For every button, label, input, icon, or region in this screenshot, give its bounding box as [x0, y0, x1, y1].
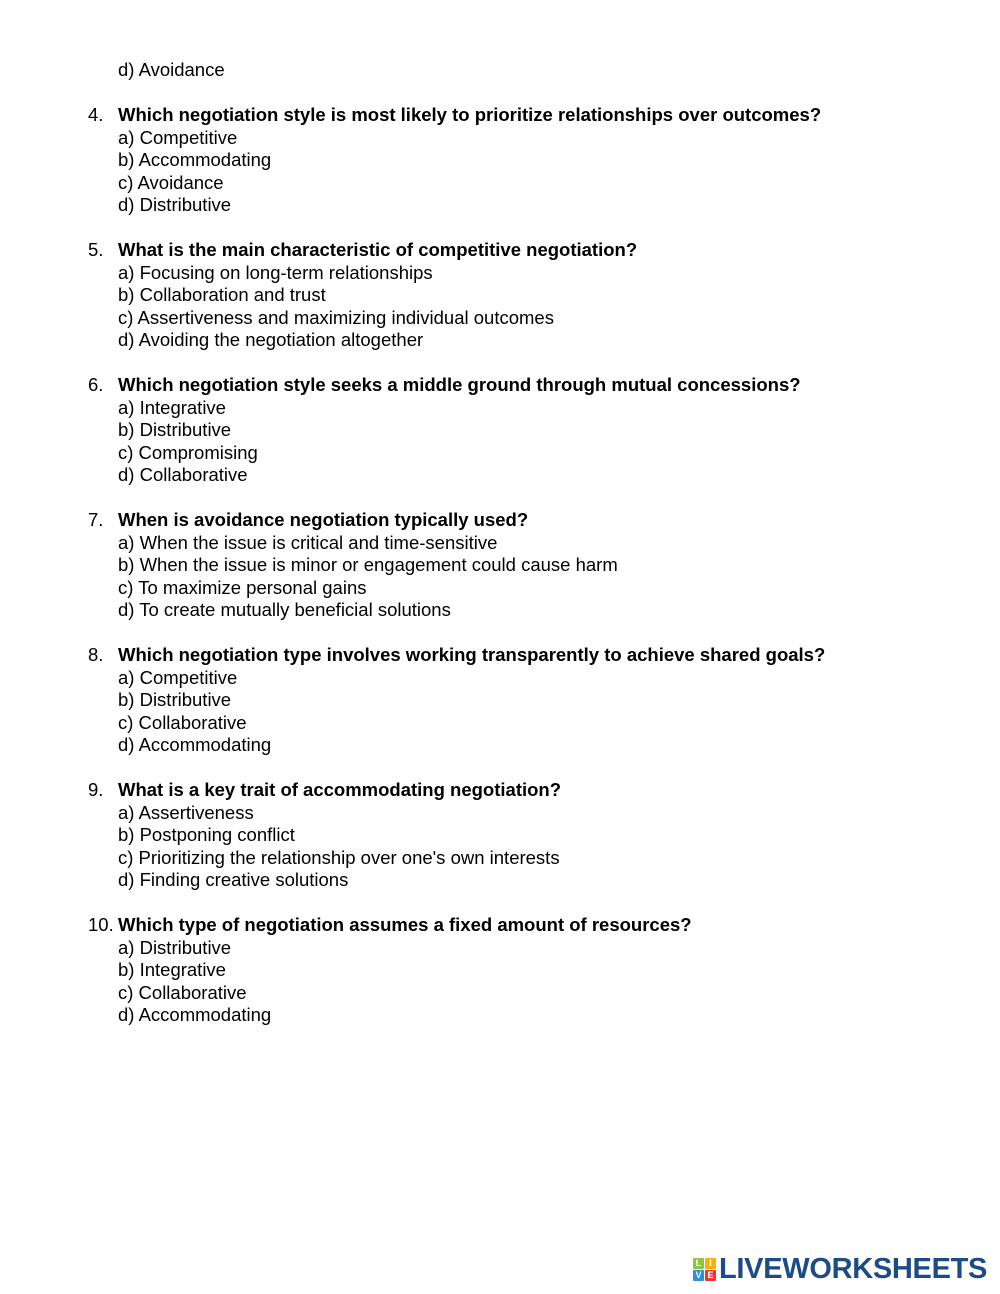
- logo-tile: E: [705, 1270, 716, 1281]
- option: c) Assertiveness and maximizing individual outcomes: [118, 306, 554, 328]
- question-text: When is avoidance negotiation typically used?: [118, 509, 529, 530]
- question-number: 6.: [88, 374, 104, 395]
- option: a) When the issue is critical and time-sensitive: [118, 531, 498, 553]
- question-number: 9.: [88, 779, 104, 800]
- option: d) Collaborative: [118, 464, 248, 485]
- question-line: [0, 104, 1000, 127]
- option: c) To maximize personal gains: [118, 576, 367, 598]
- logo-tiles-icon: [693, 1258, 716, 1281]
- option: a) Focusing on long-term relationships: [118, 261, 433, 283]
- question-line: [0, 644, 1000, 667]
- question-item: [0, 104, 1000, 217]
- question-number: 5.: [88, 239, 104, 260]
- option: b) Postponing conflict: [118, 824, 295, 845]
- question-text: What is the main characteristic of competitive negotiation?: [118, 239, 638, 260]
- worksheet: [0, 59, 1000, 1027]
- option: b) Distributive: [118, 419, 232, 440]
- logo-tile: L: [693, 1258, 704, 1269]
- option: d) Accommodating: [118, 1004, 272, 1025]
- logo-tile: V: [693, 1270, 704, 1281]
- question-line: [0, 374, 1000, 397]
- option: d) To create mutually beneficial solutions: [118, 599, 451, 620]
- option: d) Distributive: [118, 194, 232, 215]
- option: c) Prioritizing the relationship over one's own interests: [118, 846, 560, 868]
- question-text: Which negotiation type involves working transparently to achieve shared goals?: [118, 644, 826, 665]
- question-text: What is a key trait of accommodating negotiation?: [118, 779, 562, 800]
- option: d) Avoidance: [118, 59, 225, 80]
- question-item: [0, 239, 1000, 352]
- question-text: Which type of negotiation assumes a fixed amount of resources?: [118, 914, 692, 935]
- question-item: [0, 779, 1000, 892]
- question-line: [0, 509, 1000, 532]
- question-item: [0, 374, 1000, 487]
- option: d) Finding creative solutions: [118, 869, 349, 890]
- option: d) Accommodating: [118, 734, 272, 755]
- option: a) Assertiveness: [118, 801, 254, 823]
- option: b) Integrative: [118, 959, 226, 980]
- question-line: [0, 914, 1000, 937]
- option: b) Accommodating: [118, 149, 272, 170]
- option: c) Avoidance: [118, 171, 224, 193]
- option: d) Avoiding the negotiation altogether: [118, 329, 424, 350]
- question-line: [0, 779, 1000, 802]
- question-number: 7.: [88, 509, 104, 530]
- option: b) Distributive: [118, 689, 232, 710]
- option: a) Competitive: [118, 666, 238, 688]
- liveworksheets-logo: [693, 1253, 988, 1285]
- question-number: 4.: [88, 104, 104, 125]
- question-text: Which negotiation style is most likely to prioritize relationships over outcomes?: [118, 104, 822, 125]
- question-line: [0, 239, 1000, 262]
- option: c) Collaborative: [118, 981, 247, 1003]
- question-number: 8.: [88, 644, 104, 665]
- option: a) Competitive: [118, 126, 238, 148]
- option: b) When the issue is minor or engagement could cause harm: [118, 554, 618, 575]
- option: b) Collaboration and trust: [118, 284, 326, 305]
- question-item: [0, 914, 1000, 1027]
- question-text: Which negotiation style seeks a middle ground through mutual concessions?: [118, 374, 801, 395]
- question-number: 10.: [88, 914, 114, 935]
- option: a) Integrative: [118, 396, 226, 418]
- question-item: [0, 509, 1000, 622]
- option: c) Compromising: [118, 441, 258, 463]
- logo-tile: I: [705, 1258, 716, 1269]
- logo-text: LIVEWORKSHEETS: [719, 1253, 988, 1285]
- option: c) Collaborative: [118, 711, 247, 733]
- question-list: [0, 82, 1000, 1027]
- question-item: [0, 644, 1000, 757]
- option: a) Distributive: [118, 936, 232, 958]
